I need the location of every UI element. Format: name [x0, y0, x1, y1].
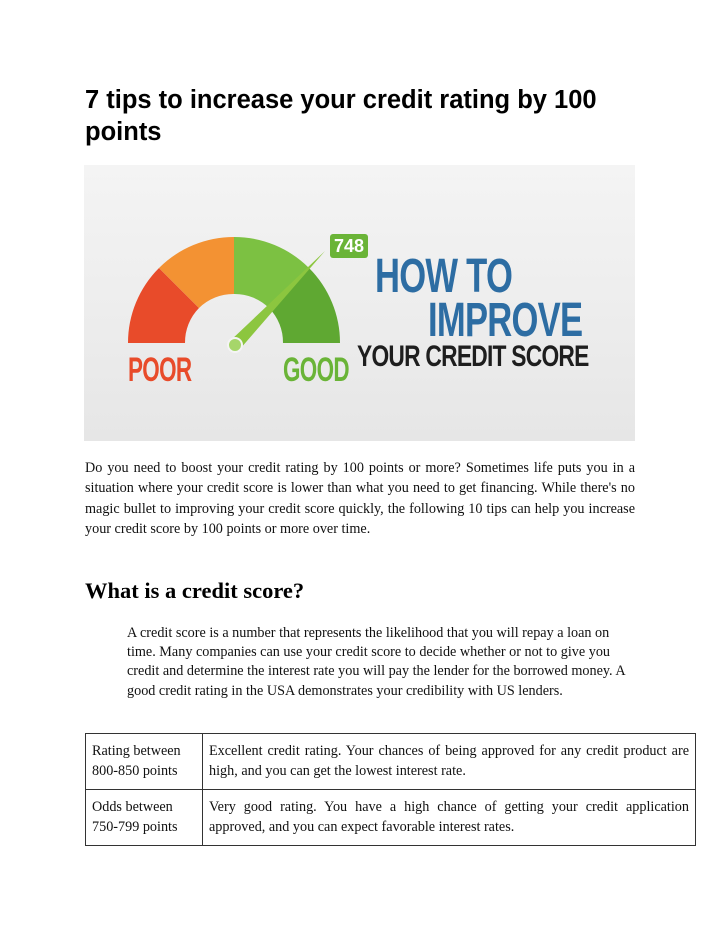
gauge-good-label: GOOD [283, 351, 349, 389]
gauge-poor-label: POOR [128, 351, 192, 389]
gauge-pivot [228, 338, 242, 352]
hero-image [84, 165, 635, 441]
intro-paragraph: Do you need to boost your credit rating by 100 points or more? Sometimes life puts you in a situation where your credit score is lower than what you need to get financing. While there's no magic bullet to improving your credit score quickly, the following 10 tips can help you increase your credit score by 100 points or more over time. [85, 460, 635, 538]
score-badge: 748 [330, 234, 368, 258]
section-heading: What is a credit score? [85, 578, 305, 603]
credit-rating-table [85, 733, 696, 846]
table-cell-range: Odds between 750-799 points [86, 790, 203, 846]
hero-heading-line3: YOUR CREDIT SCORE [357, 340, 589, 373]
page-title: 7 tips to increase your credit rating by 100 points [85, 86, 597, 146]
table-row [86, 734, 696, 790]
table-row [86, 790, 696, 846]
table-cell-description: Excellent credit rating. Your chances of being approved for any credit product are high, and you can get the lowest interest rate. [203, 734, 696, 790]
hero-heading-line1: HOW TO [375, 250, 513, 303]
table-cell-range: Rating between 800-850 points [86, 734, 203, 790]
hero-heading-line2: IMPROVE [428, 294, 583, 347]
definition-paragraph: A credit score is a number that represents the likelihood that you will repay a loan on time. Many companies can use your credit score to decide whether or not to give you credit and determine the interest rate you will pay the lender for the borrowed money. A good credit rating in the USA demonstrates your credibility with US lenders. [127, 625, 625, 699]
table-cell-description: Very good rating. You have a high chance of getting your credit application approved, and you can expect favorable interest rates. [203, 790, 696, 846]
